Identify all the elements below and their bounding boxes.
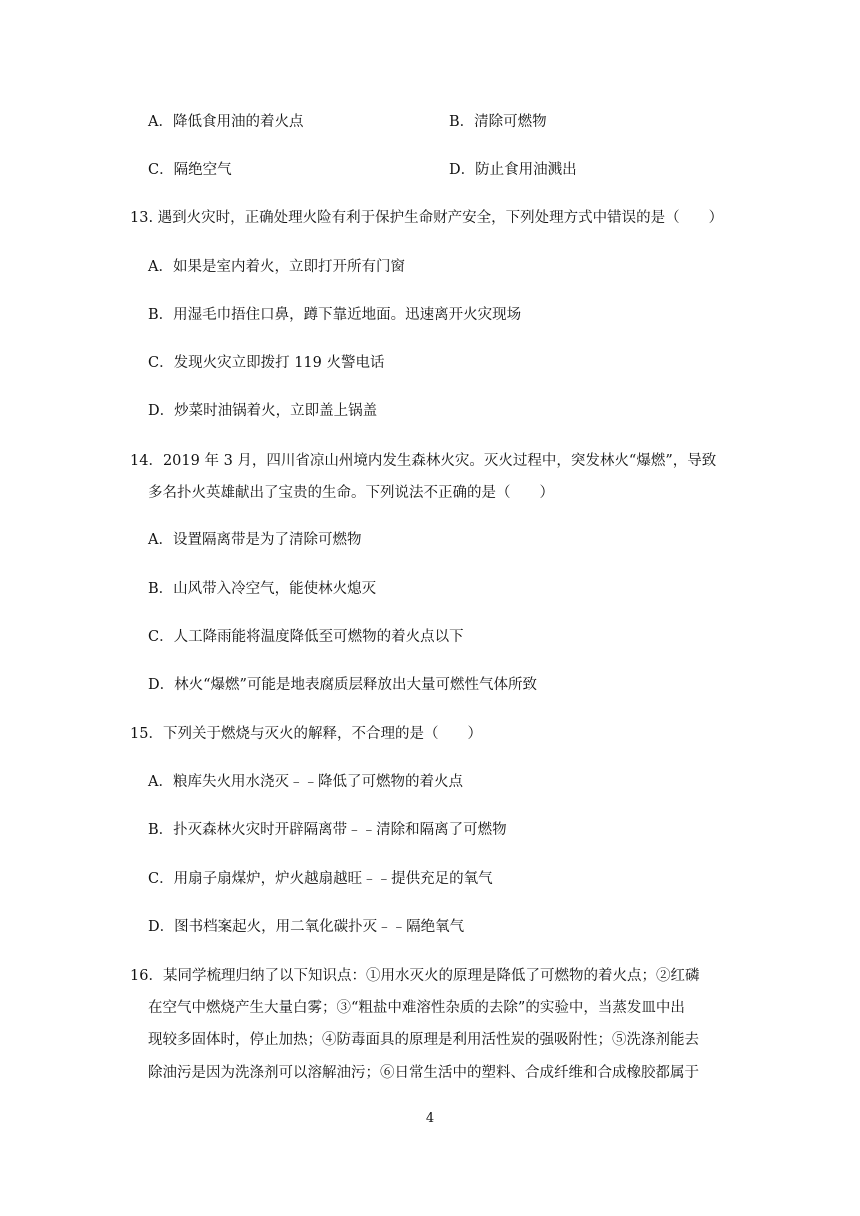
q12-option-c: C．隔绝空气 <box>148 162 232 178</box>
q16-line-1: 16．某同学梳理归纳了以下知识点：①用水灭火的原理是降低了可燃物的着火点；②红磷 <box>130 968 700 984</box>
q13-option-b: B．用湿毛巾捂住口鼻，蹲下靠近地面。迅速离开火灾现场 <box>148 307 522 323</box>
q16-line-4: 除油污是因为洗涤剂可以溶解油污；⑥日常生活中的塑料、合成纤维和合成橡胶都属于 <box>148 1065 699 1081</box>
q16-line-3: 现较多固体时，停止加热；④防毒面具的原理是利用活性炭的强吸附性；⑤洗涤剂能去 <box>148 1032 699 1048</box>
q14-stem-line1: 14．2019 年 3 月，四川省凉山州境内发生森林火灾。灭火过程中，突发林火“爆燃”，导致 <box>130 453 717 469</box>
q13-option-a: A．如果是室内着火，立即打开所有门窗 <box>148 259 405 275</box>
q12-option-b: B．清除可燃物 <box>449 114 547 130</box>
q14-option-d: D．林火“爆燃”可能是地表腐质层释放出大量可燃性气体所致 <box>148 677 537 693</box>
q15-option-a: A．粮库失火用水浇灭﹣﹣降低了可燃物的着火点 <box>148 774 463 790</box>
q12-option-d: D．防止食用油溅出 <box>449 162 577 178</box>
q13-option-c: C．发现火灾立即拨打 119 火警电话 <box>148 355 385 371</box>
page-number: 4 <box>425 1111 435 1126</box>
q15-stem: 15．下列关于燃烧与灭火的解释，不合理的是（ ） <box>130 726 482 742</box>
q15-option-b: B．扑灭森林火灾时开辟隔离带﹣﹣清除和隔离了可燃物 <box>148 822 507 838</box>
q13-option-d: D．炒菜时油锅着火，立即盖上锅盖 <box>148 403 378 419</box>
q16-line-2: 在空气中燃烧产生大量白雾；③“粗盐中难溶性杂质的去除”的实验中，当蒸发皿中出 <box>148 1000 685 1016</box>
q12-option-a: A．降低食用油的着火点 <box>148 114 304 130</box>
q15-option-c: C．用扇子扇煤炉，炉火越扇越旺﹣﹣提供充足的氧气 <box>148 871 493 887</box>
q14-option-c: C．人工降雨能将温度降低至可燃物的着火点以下 <box>148 629 464 645</box>
q13-stem: 13. 遇到火灾时，正确处理火险有利于保护生命财产安全，下列处理方式中错误的是（ ） <box>130 210 724 226</box>
q14-stem-line2: 多名扑火英雄献出了宝贵的生命。下列说法不正确的是（ ） <box>148 485 554 501</box>
q14-option-b: B．山风带入冷空气，能使林火熄灭 <box>148 581 377 597</box>
q14-option-a: A．设置隔离带是为了清除可燃物 <box>148 532 362 548</box>
q15-option-d: D．图书档案起火，用二氧化碳扑灭﹣﹣隔绝氧气 <box>148 919 465 935</box>
